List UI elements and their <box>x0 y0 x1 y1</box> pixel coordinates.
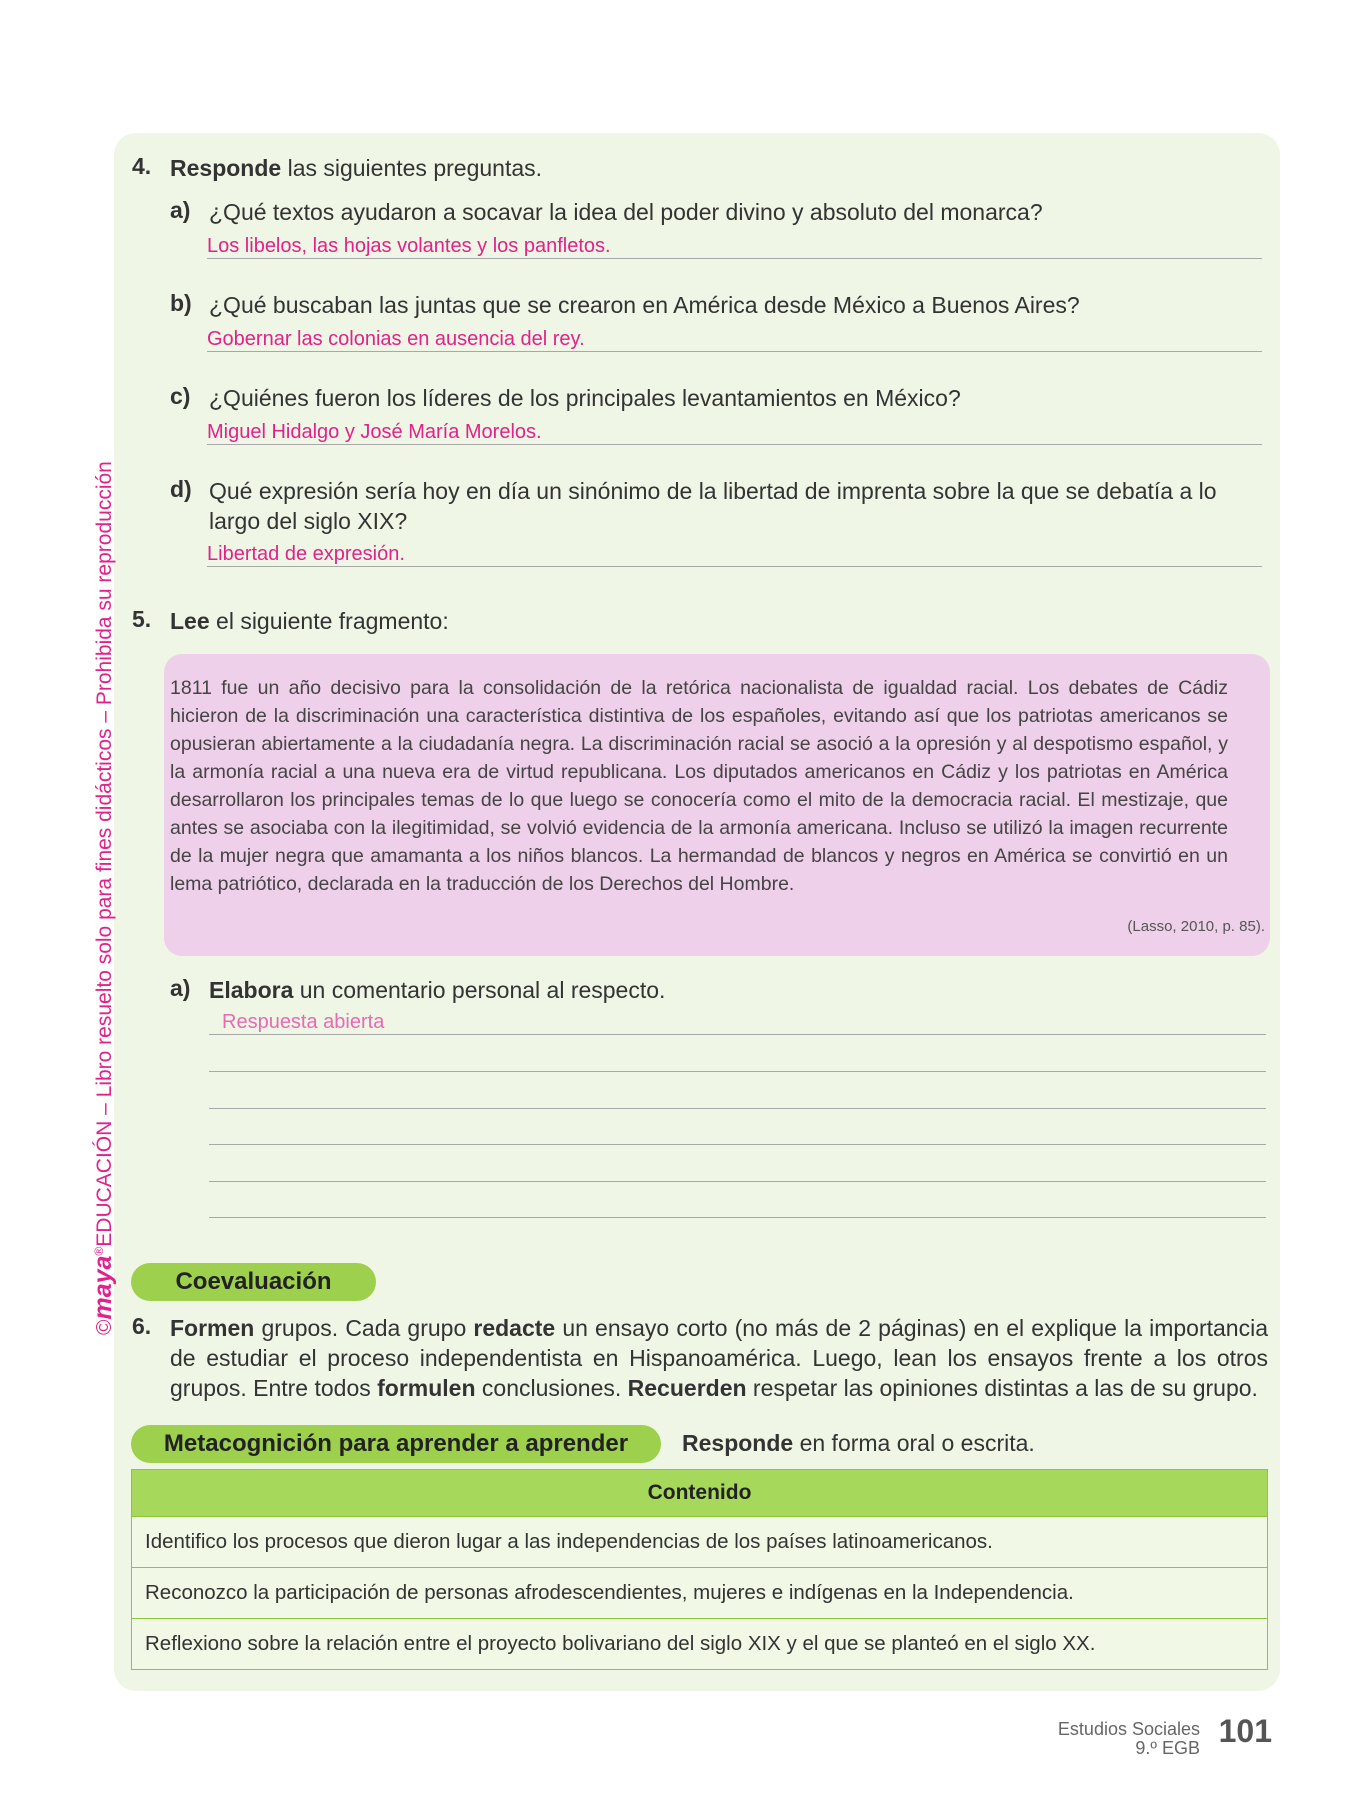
table-row: Reflexiono sobre la relación entre el proyecto bolivariano del siglo XIX y el que se planteó en el siglo XX. <box>132 1619 1267 1669</box>
page-number: 101 <box>1218 1713 1272 1749</box>
q4-instruction: Responde las siguientes preguntas. <box>170 155 543 181</box>
table-row: Reconozco la participación de personas afrodescendientes, mujeres e indígenas en la Independencia. <box>132 1568 1267 1619</box>
metacognicion-instruction: Responde en forma oral o escrita. <box>682 1430 1035 1456</box>
q4d-question: Qué expresión sería hoy en día un sinónimo de la libertad de imprenta sobre la que se debatía a lo largo del siglo XIX? <box>209 478 1217 534</box>
table-row: Identifico los procesos que dieron lugar a las independencias de los países latinoamericanos. <box>132 1517 1267 1568</box>
q6-keyword: redacte <box>473 1315 556 1341</box>
q6-text-run: un ensayo corto (no más de 2 páginas) en el explique la importancia de estudiar el proceso independentista en Hispanoamérica. Luego, lean los ensayos frente a los otros grupos. Entre todos <box>170 1315 1268 1401</box>
q5-number: 5. <box>132 606 152 632</box>
q4d-letter: d) <box>170 476 192 502</box>
q4c-letter: c) <box>170 383 191 409</box>
brand-logo: maya <box>89 1255 117 1320</box>
copyright-side-label: ©maya®EDUCACIÓN – Libro resuelto solo para fines didácticos – Prohibida su reproducción <box>89 461 117 1335</box>
answer-line <box>209 1181 1266 1182</box>
q4b-letter: b) <box>170 290 192 316</box>
q4c-question: ¿Quiénes fueron los líderes de los principales levantamientos en México? <box>209 385 961 411</box>
quote-citation: (Lasso, 2010, p. 85). <box>1127 918 1265 935</box>
q4d-answer: Libertad de expresión. <box>207 542 1262 567</box>
q5a-instruction: Elabora un comentario personal al respecto. <box>209 977 666 1003</box>
q4b-question: ¿Qué buscaban las juntas que se crearon en América desde México a Buenos Aires? <box>209 292 1080 318</box>
q4a-question: ¿Qué textos ayudaron a socavar la idea del poder divino y absoluto del monarca? <box>209 199 1043 225</box>
q6-text-run: respetar las opiniones distintas a las de su grupo. <box>746 1375 1258 1401</box>
answer-line <box>209 1217 1266 1218</box>
q4a-answer: Los libelos, las hojas volantes y los panfletos. <box>207 234 1262 259</box>
q4c-answer: Miguel Hidalgo y José María Morelos. <box>207 420 1262 445</box>
q6-keyword: Recuerden <box>627 1375 747 1401</box>
q6-instruction <box>170 1313 1268 1403</box>
q5a-answer: Respuesta abierta <box>209 1010 1266 1035</box>
answer-line <box>209 1144 1266 1145</box>
table-header: Contenido <box>132 1470 1267 1517</box>
q6-number: 6. <box>132 1313 152 1339</box>
q4-number: 4. <box>132 153 152 179</box>
q5-instruction: Lee el siguiente fragmento: <box>170 608 449 634</box>
q5a-letter: a) <box>170 975 191 1001</box>
q6-text-run: conclusiones. <box>475 1375 628 1401</box>
footer-subject: Estudios Sociales 9.º EGB <box>1057 1719 1200 1758</box>
answer-line <box>209 1071 1266 1072</box>
q6-text-run: grupos. Cada grupo <box>254 1315 474 1341</box>
q4a-letter: a) <box>170 197 191 223</box>
q6-keyword: Formen <box>170 1315 255 1341</box>
q4b-answer: Gobernar las colonias en ausencia del rey. <box>207 327 1262 352</box>
q6-keyword: formulen <box>377 1375 476 1401</box>
answer-line <box>209 1108 1266 1109</box>
coevaluacion-badge: Coevaluación <box>131 1263 376 1301</box>
metacognicion-badge: Metacognición para aprender a aprender <box>131 1425 661 1463</box>
quote-text: 1811 fue un año decisivo para la consolidación de la retórica nacionalista de igualdad racial. Los debates de Cádiz hicieron de la discriminación una característica distintiva de los españoles, evitando así que los patriotas americanos se opusieran abiertamente a la ciudadanía negra. La discriminación racial se asoció a la opresión y al despotismo español, y la armonía racial a una nueva era de virtud republicana. Los diputados americanos en Cádiz y los patriotas en América desarrollaron los principales temas de lo que luego se conocería como el mito de la democracia racial. El mestizaje, que antes se asociaba con la ilegitimidad, se volvió evidencia de la armonía americana. Incluso se utilizó la imagen recurrente de la mujer negra que amamanta a los niños blancos. La hermandad de blancos y negros en América se convirtió en un lema patriótico, declarada en la traducción de los Derechos del Hombre. <box>170 677 1228 895</box>
content-table <box>131 1469 1268 1670</box>
